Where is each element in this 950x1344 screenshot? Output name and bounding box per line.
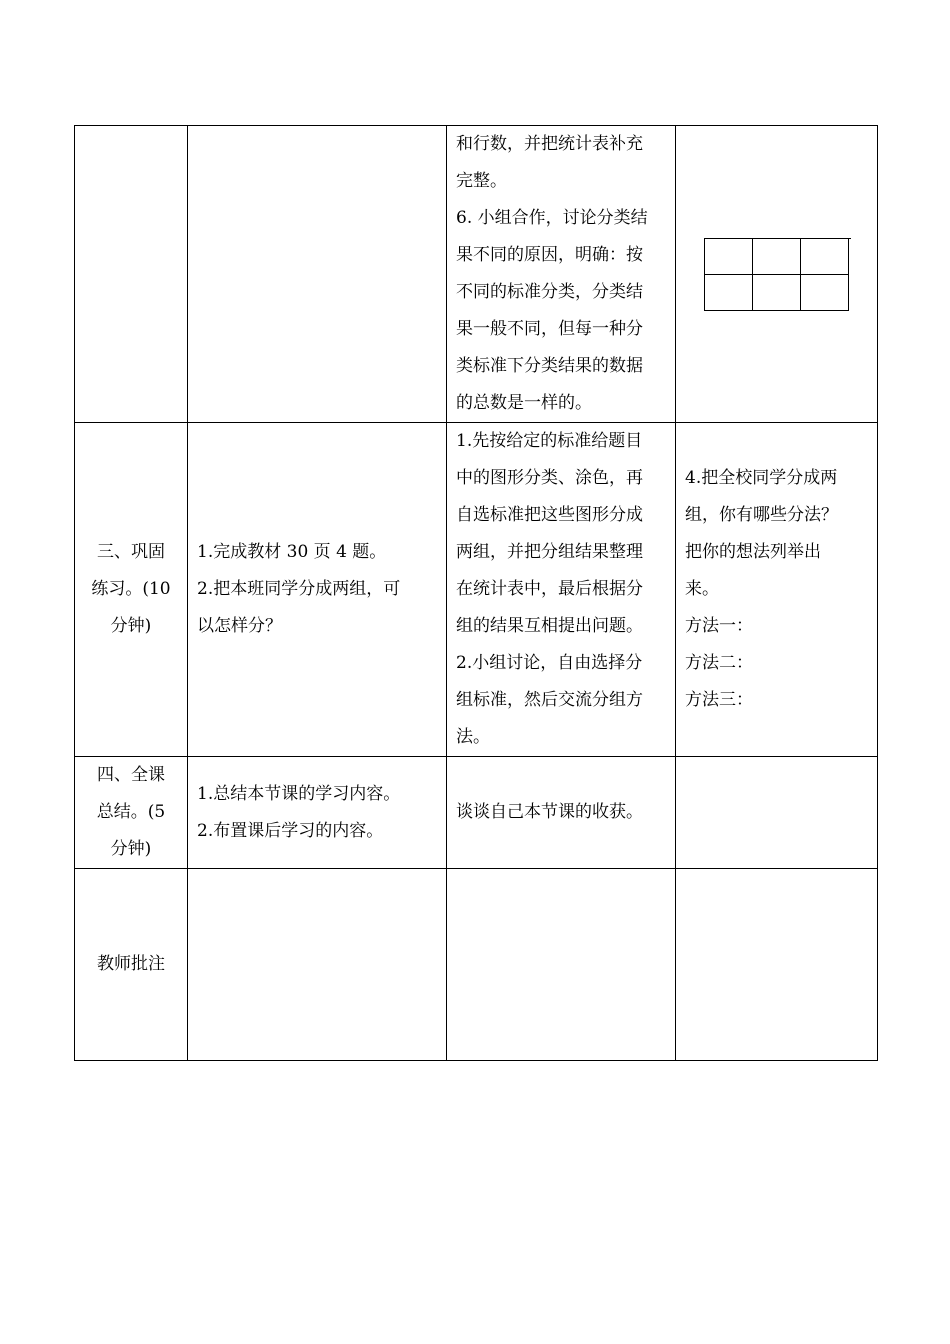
teacher-activity-cell xyxy=(188,126,447,423)
text-line: 方法二： xyxy=(685,653,753,673)
grid-cell xyxy=(753,239,801,275)
text-line: 不同的标准分类，分类结 xyxy=(456,282,643,302)
text-line: 自选标准把这些图形分成 xyxy=(456,505,643,525)
text-line: 4.把全校同学分成两 xyxy=(685,468,838,488)
text-line: 1.先按给定的标准给题目 xyxy=(456,431,643,451)
design-intent-cell xyxy=(676,757,878,869)
student-activity-cell xyxy=(447,869,676,1061)
section-label-line: 分钟) xyxy=(110,616,152,636)
teacher-activity-cell xyxy=(188,423,447,757)
section-cell xyxy=(75,757,188,869)
section-label-line: 练习。(10 xyxy=(91,579,171,599)
text-line: 1.完成教材 30 页 4 题。 xyxy=(197,542,387,562)
text-line: 2.布置课后学习的内容。 xyxy=(197,820,384,841)
student-activity-cell xyxy=(447,126,676,423)
text-line: 2.小组讨论，自由选择分 xyxy=(456,653,643,673)
section-label-line: 四、全课 xyxy=(97,765,165,785)
grid-cell xyxy=(705,275,753,311)
grid-cell xyxy=(753,275,801,311)
teacher-notes-label: 教师批注 xyxy=(97,954,165,974)
text-line: 组的结果互相提出问题。 xyxy=(456,616,643,636)
grid-cell xyxy=(705,239,753,275)
teacher-activity-cell xyxy=(188,757,447,869)
section-cell xyxy=(75,869,188,1061)
text-line: 1.总结本节课的学习内容。 xyxy=(197,783,401,804)
table-row xyxy=(75,757,878,869)
teacher-activity-cell xyxy=(188,869,447,1061)
grid-cell xyxy=(801,275,849,311)
table-row xyxy=(75,869,878,1061)
table-row xyxy=(75,423,878,757)
text-line: 果不同的原因，明确：按 xyxy=(456,245,643,265)
grid-cell xyxy=(801,239,849,275)
section-label-line: 三、巩固 xyxy=(97,542,165,562)
section-cell xyxy=(75,126,188,423)
text-line: 以怎样分？ xyxy=(197,616,282,636)
text-line: 两组，并把分组结果整理 xyxy=(456,542,643,562)
text-line: 在统计表中，最后根据分 xyxy=(456,579,643,599)
text-line: 完整。 xyxy=(456,171,507,191)
text-line: 方法一： xyxy=(685,616,753,636)
text-line: 组，你有哪些分法？ xyxy=(685,505,838,525)
blank-statistics-grid xyxy=(704,238,851,311)
text-line: 方法三： xyxy=(685,690,753,710)
text-line: 中的图形分类、涂色，再 xyxy=(456,468,643,488)
text-line: 来。 xyxy=(685,579,719,599)
student-activity-cell xyxy=(447,757,676,869)
student-activity-cell xyxy=(447,423,676,757)
section-label-line: 总结。(5 xyxy=(96,802,166,822)
text-line: 谈谈自己本节课的收获。 xyxy=(456,802,643,822)
text-line: 和行数，并把统计表补充 xyxy=(456,134,643,154)
text-line: 果一般不同，但每一种分 xyxy=(456,319,643,339)
text-line: 组标准，然后交流分组方 xyxy=(456,690,643,710)
design-intent-cell xyxy=(676,869,878,1061)
text-line: 类标准下分类结果的数据 xyxy=(456,356,643,376)
text-line: 的总数是一样的。 xyxy=(456,393,592,413)
text-line: 2.把本班同学分成两组，可 xyxy=(197,579,401,599)
lesson-plan-table xyxy=(74,125,878,1061)
section-cell xyxy=(75,423,188,757)
text-line: 6. 小组合作，讨论分类结 xyxy=(456,208,648,228)
section-label-line: 分钟) xyxy=(110,839,152,859)
design-intent-cell xyxy=(676,423,878,757)
table-row xyxy=(75,126,878,423)
text-line: 把你的想法列举出 xyxy=(685,542,821,562)
design-intent-cell xyxy=(676,126,878,423)
text-line: 法。 xyxy=(456,727,490,747)
